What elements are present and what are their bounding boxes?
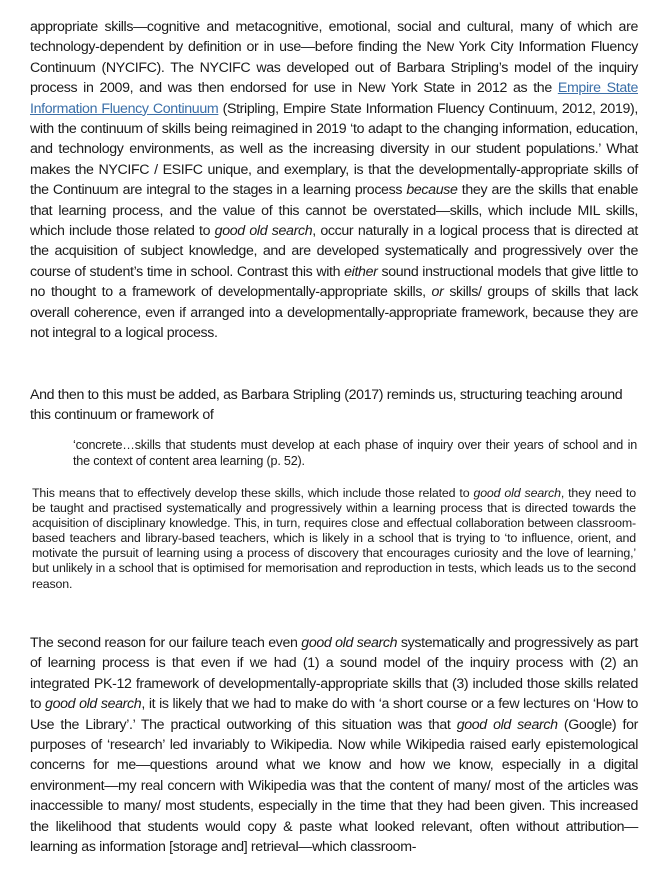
paragraph-1-text-a: appropriate skills—cognitive and metacognitive, emotional, social and cultural, many of which are technology-dependent by definition or in use—before finding the New York City Information Fluency Continuum (NYCIFC). The NYCIFC was developed out of Barbara Stripling’s model of the inquiry process in 2009, and was then endorsed for use in New York State in 2012 as the (30, 19, 638, 97)
emphasis-because: because (406, 182, 458, 199)
paragraph-4-text-a: The second reason for our failure teach even (30, 635, 302, 651)
paragraph-3-text-b: , they need to be taught and practised systematically and progressively within a learning process that is directed towards the acquisition of disciplinary knowledge. This, in turn, requires close and effectual collaboration between classroom-based teachers and library-based teachers, which is likely in a school that is trying to ‘to influence, orient, and motivate the pursuit of learning using a process of discovery that encourages curiosity and the love of learning,’ but unlikely in a school that is optimised for memorisation and reproduction in tests, which leads us to the second reason. (32, 486, 636, 591)
paragraph-1-text-b: (Stripling, Empire State Information Fluency Continuum, 2012, 2019), with the continuum of skills being reimagined in 2019 ‘to adapt to the changing information, education, and technology environments, as well as the increasing diversity in our student populations.’ What makes the NYCIFC / ESIFC unique, and exemplary, is that the developmentally-appropriate skills of the Continuum are integral to the stages in a learning process (30, 100, 638, 199)
paragraph-3-text-a: This means that to effectively develop these skills, which include those related to (32, 486, 474, 500)
emphasis-good-old-search: good old search (301, 635, 398, 651)
body-paragraph-4 (30, 633, 638, 857)
emphasis-good-old-search: good old search (456, 716, 558, 733)
body-paragraph-1 (30, 17, 638, 344)
body-paragraph-2: And then to this must be added, as Barbara Stripling (2017) reminds us, structuring teaching around this continuum or framework of (30, 387, 623, 424)
paragraph-1-text-e: sound instructional models that give little to no thought to a framework of developmentally-appropriate skills, (30, 263, 638, 301)
emphasis-good-old-search: good old search (473, 486, 561, 500)
emphasis-good-old-search: good old search (45, 696, 142, 713)
paragraph-4-text-d: (Google) for purposes of ‘research’ led invariably to Wikipedia. Now while Wikipedia raised early epistemological concerns for me—questions around what we know and how we know, especially in a digital environment—my real concern with Wikipedia was that the content of many/ most of the articles was inaccessible to many/ most students, especially in the time that they had been given. This increased the likelihood that students would copy & paste what looked relevant, often without attribution—learning as information [storage and] retrieval—which classroom- (30, 716, 638, 856)
paragraph-4-text-b: systematically and progressively as part of learning process is that even if we had (1) a sound model of the inquiry process with (2) an integrated PK-12 framework of developmentally-appropriate skills that (3) included those skills related to (30, 635, 638, 713)
body-paragraph-3 (32, 486, 636, 592)
paragraph-1-text-f: skills/ groups of skills that lack overall coherence, even if arranged into a developmentally-appropriate framework, because they are not integral to a logical process. (30, 284, 638, 342)
paragraph-1-text-d: , occur naturally in a logical process that is directed at the acquisition of subject knowledge, and are developed systematically and progressively over the course of student’s time in school. Contrast this with (30, 223, 638, 280)
emphasis-either: either (344, 263, 378, 280)
emphasis-good-old-search: good old search (214, 223, 313, 240)
block-quote: ‘concrete…skills that students must develop at each phase of inquiry over their years of school and in the context of content area learning (p. 52). (73, 438, 637, 468)
paragraph-1-text-c: they are the skills that enable that learning process, and the value of this cannot be overstated—skills, which include MIL skills, which include those related to (30, 182, 638, 240)
paragraph-4-text-c: , it is likely that we had to make do with ‘a short course or a few lectures on ‘How to Use the Library’.’ The practical outworking of this situation was that (30, 696, 638, 733)
emphasis-or: or (431, 284, 444, 301)
empire-state-continuum-link[interactable]: Empire State Information Fluency Continuum (30, 80, 638, 117)
